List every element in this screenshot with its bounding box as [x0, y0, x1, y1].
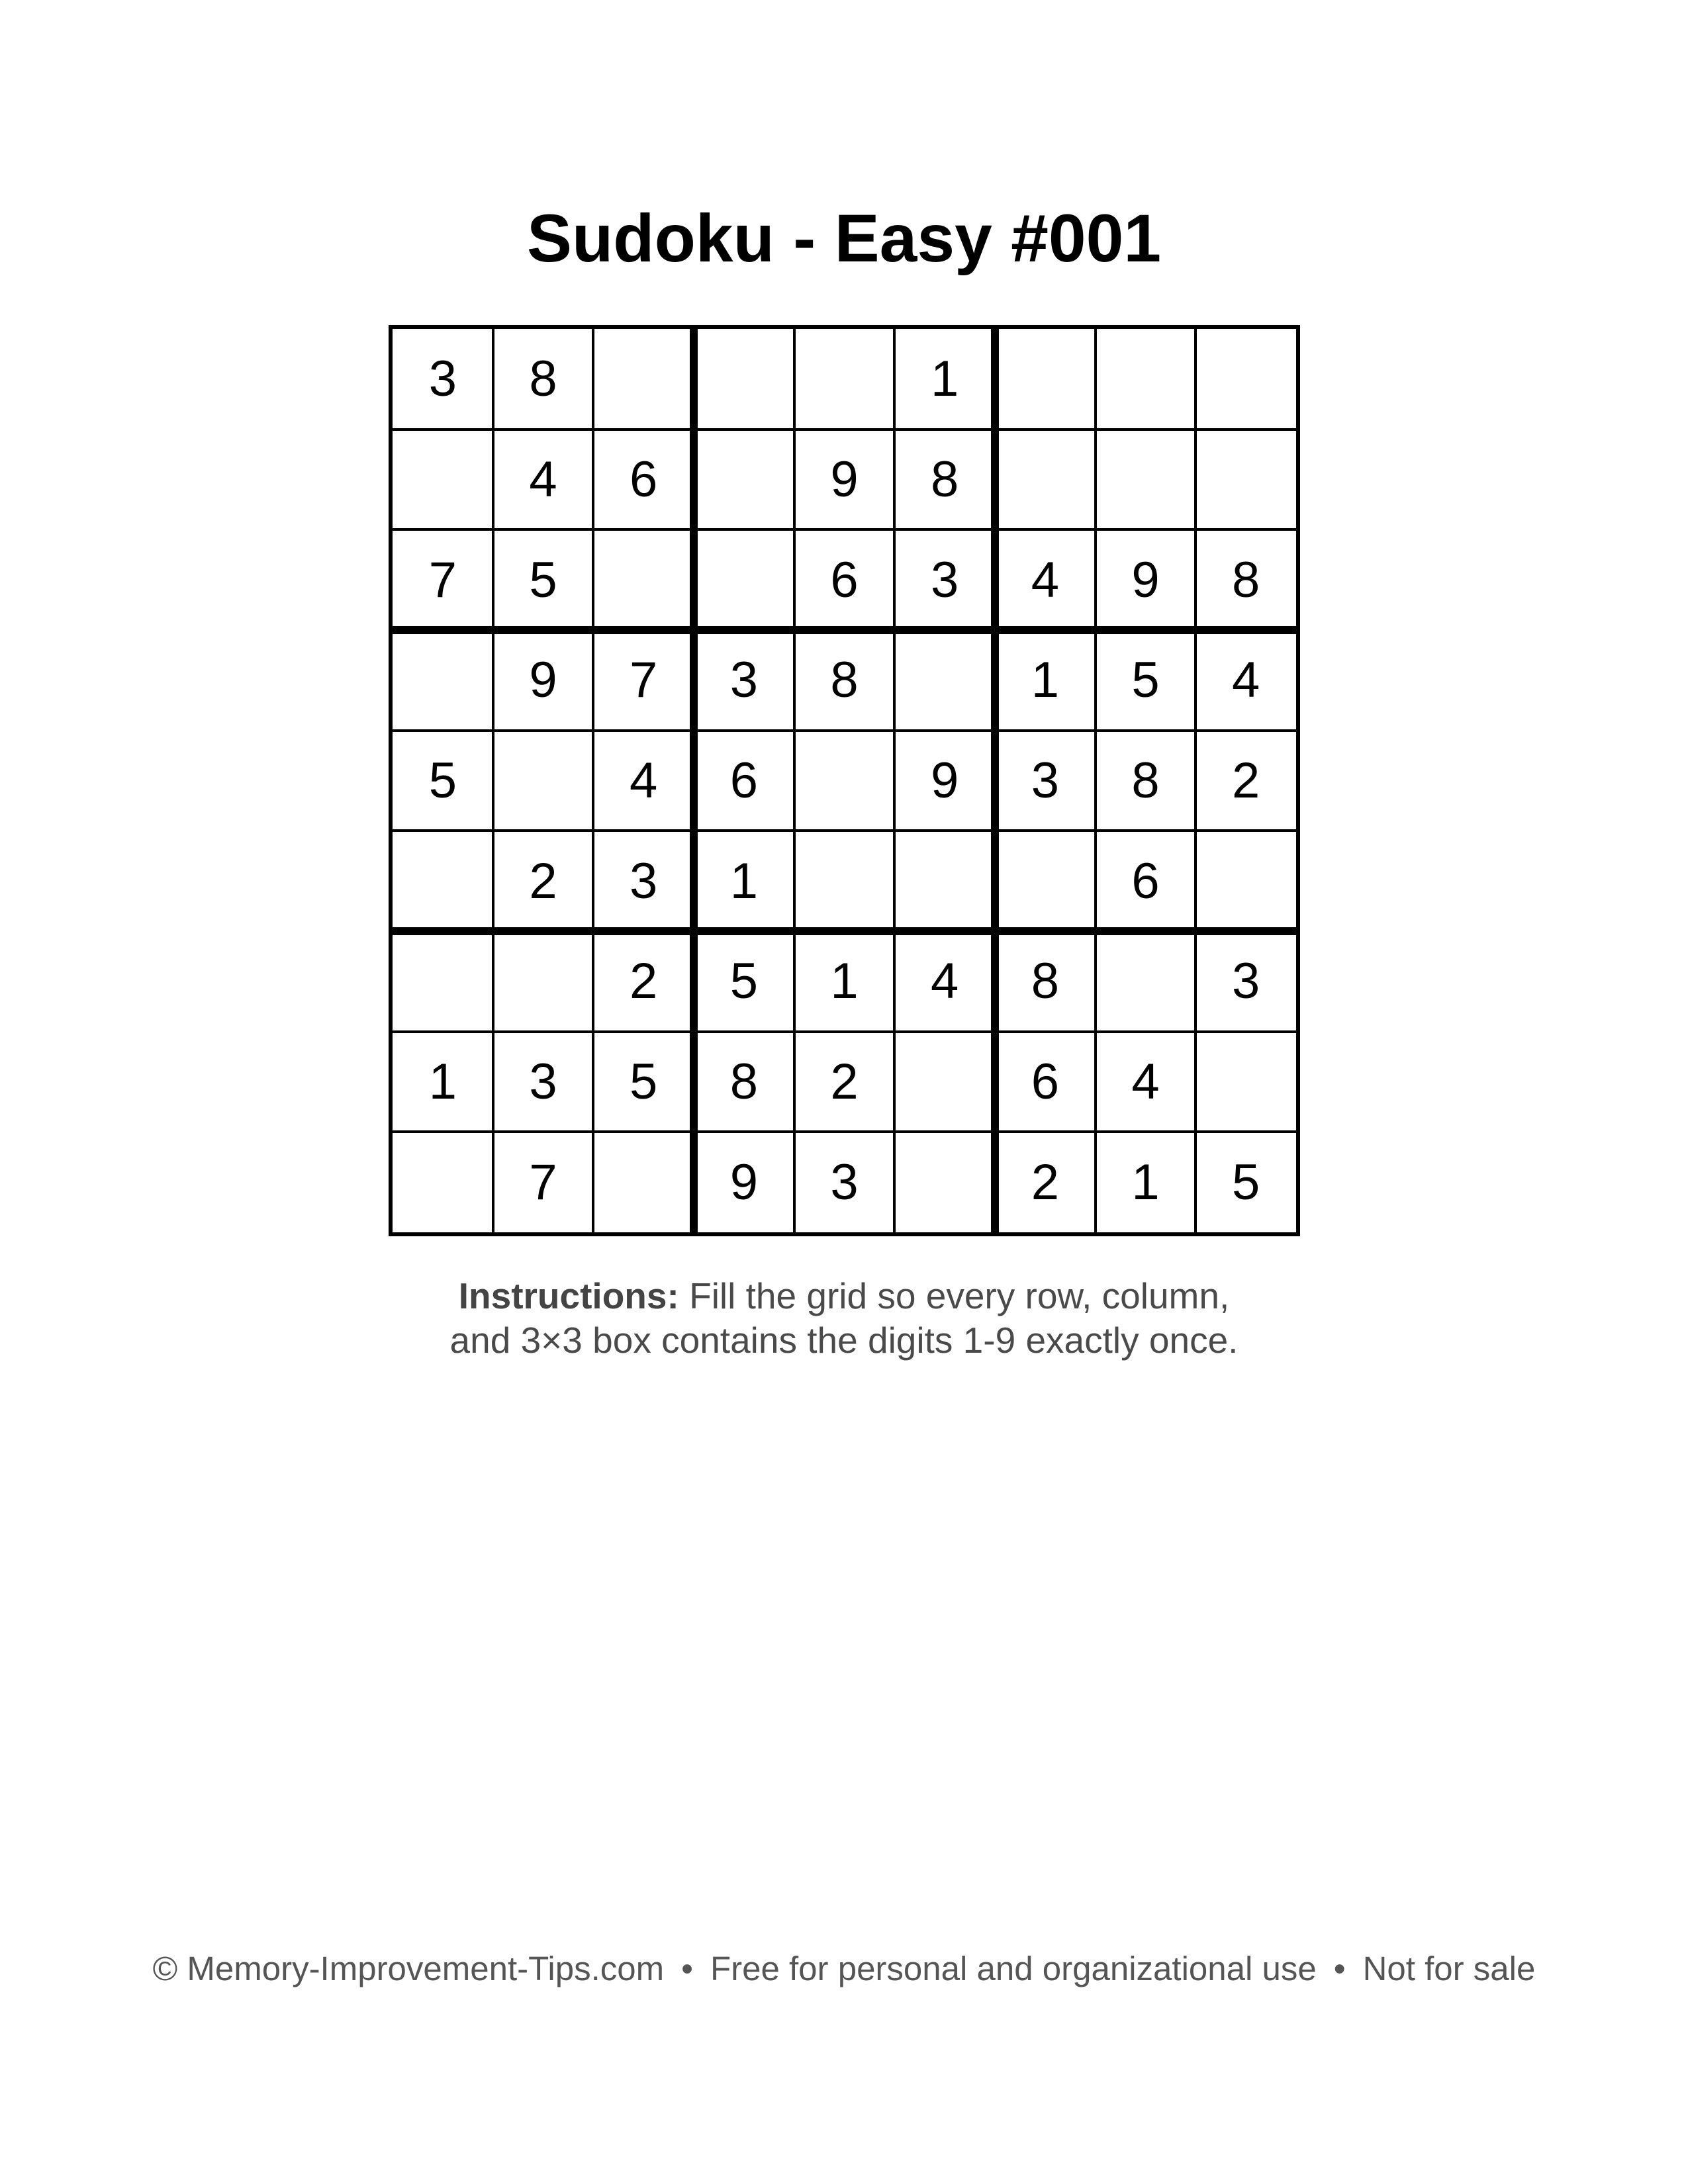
sudoku-cell[interactable]: 6: [729, 752, 758, 809]
sudoku-cell[interactable]: 4: [529, 451, 557, 508]
sudoku-cell[interactable]: [393, 831, 493, 931]
instructions-label: Instructions:: [458, 1275, 679, 1316]
sudoku-cell[interactable]: 2: [529, 852, 557, 909]
sudoku-cell[interactable]: 3: [830, 1154, 859, 1210]
sudoku-cell[interactable]: 5: [428, 752, 457, 809]
sudoku-cell[interactable]: 4: [931, 953, 959, 1010]
cell-divider-vertical: [1094, 329, 1097, 1232]
sudoku-cell[interactable]: 5: [1232, 1154, 1260, 1210]
footer-copyright: © Memory-Improvement-Tips.com: [152, 1950, 665, 1987]
sudoku-cell[interactable]: 2: [630, 953, 658, 1010]
sudoku-cell[interactable]: 9: [529, 652, 557, 709]
sudoku-cell[interactable]: 8: [830, 652, 859, 709]
sudoku-cell[interactable]: 3: [729, 652, 758, 709]
sudoku-cell[interactable]: [894, 1032, 995, 1132]
sudoku-cell[interactable]: 2: [1232, 752, 1260, 809]
sudoku-cell[interactable]: 9: [729, 1154, 758, 1210]
sudoku-grid: [389, 325, 1300, 1236]
cell-divider-horizontal: [393, 829, 1296, 832]
sudoku-cell[interactable]: 7: [529, 1154, 557, 1210]
sudoku-cell[interactable]: 4: [1031, 551, 1059, 608]
sudoku-cell[interactable]: [894, 1132, 995, 1232]
footer-separator: •: [681, 1950, 693, 1987]
sudoku-cell[interactable]: [794, 731, 895, 831]
sudoku-cell[interactable]: [694, 529, 794, 630]
sudoku-cell[interactable]: [694, 430, 794, 530]
sudoku-cell[interactable]: 5: [630, 1053, 658, 1110]
sudoku-cell[interactable]: 8: [1232, 551, 1260, 608]
sudoku-cell[interactable]: 8: [931, 451, 959, 508]
footer-separator: •: [1333, 1950, 1346, 1987]
cell-divider-horizontal: [393, 528, 1296, 531]
footer: [0, 1949, 1688, 1989]
cell-divider-horizontal: [393, 428, 1296, 431]
sudoku-cell[interactable]: [393, 931, 493, 1032]
instructions: [0, 1274, 1688, 1363]
box-divider-vertical: [690, 329, 698, 1232]
cell-divider-vertical: [1194, 329, 1197, 1232]
sudoku-cell[interactable]: [794, 329, 895, 430]
instructions-line-1: [0, 1274, 1688, 1318]
footer-license: Free for personal and organizational use: [710, 1950, 1317, 1987]
sudoku-cell[interactable]: 9: [931, 752, 959, 809]
cell-divider-horizontal: [393, 1130, 1296, 1133]
sudoku-cell[interactable]: 1: [729, 852, 758, 909]
sudoku-cell[interactable]: [1096, 430, 1196, 530]
instructions-text-1: Fill the grid so every row, column,: [689, 1275, 1230, 1316]
sudoku-cell[interactable]: [593, 529, 694, 630]
sudoku-cell[interactable]: 6: [830, 551, 859, 608]
page-title: Sudoku - Easy #001: [526, 201, 1162, 276]
sudoku-cell[interactable]: [393, 430, 493, 530]
sudoku-cell[interactable]: 7: [630, 652, 658, 709]
sudoku-cell[interactable]: 3: [428, 351, 457, 408]
sudoku-cell[interactable]: [593, 1132, 694, 1232]
sudoku-cell[interactable]: 1: [931, 351, 959, 408]
box-divider-horizontal: [393, 927, 1296, 935]
sudoku-cell[interactable]: [995, 430, 1096, 530]
sudoku-cell[interactable]: 5: [529, 551, 557, 608]
sudoku-cell[interactable]: 6: [1131, 852, 1160, 909]
box-divider-vertical: [991, 329, 999, 1232]
sudoku-cell[interactable]: 3: [529, 1053, 557, 1110]
cell-divider-vertical: [592, 329, 594, 1232]
sudoku-cell[interactable]: 1: [428, 1053, 457, 1110]
instructions-line-2: and 3×3 box contains the digits 1-9 exactly once.: [449, 1320, 1239, 1361]
sudoku-cell[interactable]: [694, 329, 794, 430]
sudoku-cell[interactable]: [493, 731, 594, 831]
sudoku-cell[interactable]: 7: [428, 551, 457, 608]
sudoku-cell[interactable]: [794, 831, 895, 931]
sudoku-cell[interactable]: 9: [830, 451, 859, 508]
sudoku-cell[interactable]: 6: [630, 451, 658, 508]
sudoku-cell[interactable]: 3: [931, 551, 959, 608]
sudoku-cell[interactable]: [894, 831, 995, 931]
sudoku-cell[interactable]: [593, 329, 694, 430]
sudoku-cell[interactable]: [995, 329, 1096, 430]
box-divider-horizontal: [393, 626, 1296, 634]
sudoku-cell[interactable]: 2: [1031, 1154, 1059, 1210]
sudoku-cell[interactable]: [393, 630, 493, 731]
sudoku-cell[interactable]: 6: [1031, 1053, 1059, 1110]
sudoku-cell[interactable]: [1196, 1032, 1296, 1132]
sudoku-cell[interactable]: [995, 831, 1096, 931]
sudoku-cell[interactable]: 2: [830, 1053, 859, 1110]
sudoku-cell[interactable]: [1096, 329, 1196, 430]
sudoku-cell[interactable]: 5: [729, 953, 758, 1010]
sudoku-cell[interactable]: [1096, 931, 1196, 1032]
sudoku-cell[interactable]: 8: [729, 1053, 758, 1110]
sudoku-cell[interactable]: 9: [1131, 551, 1160, 608]
sudoku-cell[interactable]: 4: [1232, 652, 1260, 709]
sudoku-cell[interactable]: [393, 1132, 493, 1232]
sudoku-cell[interactable]: [493, 931, 594, 1032]
sudoku-cell[interactable]: 5: [1131, 652, 1160, 709]
sudoku-cell[interactable]: [1196, 430, 1296, 530]
sudoku-cell[interactable]: [1196, 329, 1296, 430]
cell-divider-vertical: [893, 329, 896, 1232]
sudoku-board: [389, 325, 1300, 1236]
cell-divider-horizontal: [393, 1030, 1296, 1033]
footer-not-for-sale: Not for sale: [1362, 1950, 1536, 1987]
sudoku-cell[interactable]: [894, 630, 995, 731]
cell-divider-vertical: [793, 329, 796, 1232]
sudoku-cell[interactable]: 3: [630, 852, 658, 909]
sudoku-cell[interactable]: 4: [1131, 1053, 1160, 1110]
cell-divider-vertical: [492, 329, 494, 1232]
sudoku-cell[interactable]: 3: [1232, 953, 1260, 1010]
sudoku-cell[interactable]: 1: [1031, 652, 1059, 709]
sudoku-cell[interactable]: 8: [1131, 752, 1160, 809]
sudoku-cell[interactable]: 8: [1031, 953, 1059, 1010]
cell-divider-horizontal: [393, 729, 1296, 732]
sudoku-cell[interactable]: 3: [1031, 752, 1059, 809]
sudoku-cell[interactable]: 1: [1131, 1154, 1160, 1210]
sudoku-cell[interactable]: 8: [529, 351, 557, 408]
sudoku-cell[interactable]: 1: [830, 953, 859, 1010]
sudoku-cell[interactable]: [1196, 831, 1296, 931]
sudoku-cell[interactable]: 4: [630, 752, 658, 809]
